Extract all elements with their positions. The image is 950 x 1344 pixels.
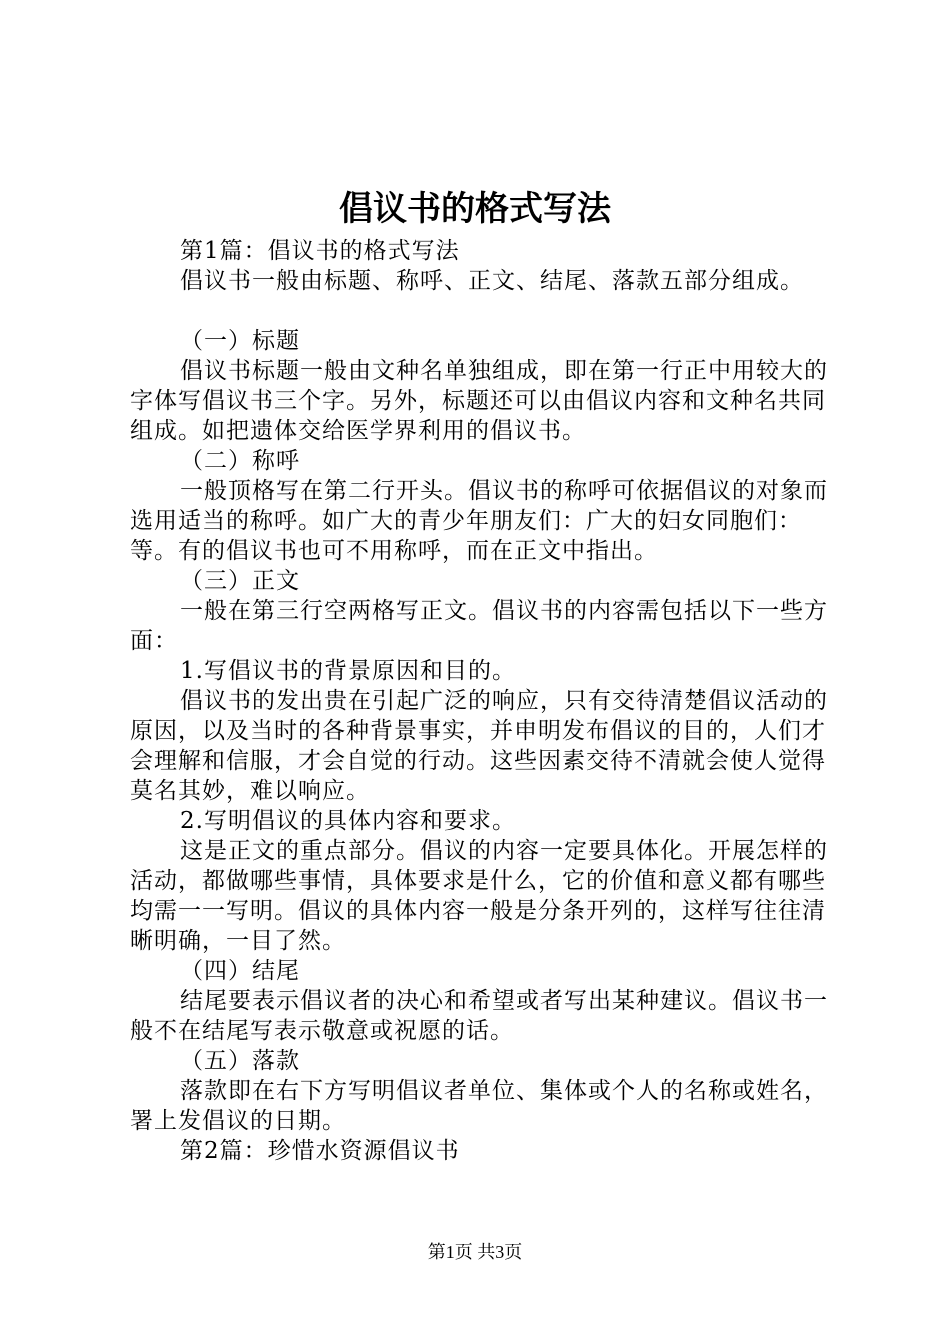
subsection-heading: （五）落款: [180, 1048, 300, 1074]
subsection-heading: （一）标题: [180, 328, 300, 354]
page-footer: 第1页 共3页: [427, 1242, 523, 1262]
paragraph: 倡议书标题一般由文种名单独组成，即在第一行正中用较大的字体写倡议书三个字。另外，标题还可以由倡议内容和文种名共同组成。如把遗体交给医学界利用的倡议书。: [130, 358, 828, 444]
paragraph: 这是正文的重点部分。倡议的内容一定要具体化。开展怎样的活动，都做哪些事情，具体要求是什么，它的价值和意义都有哪些均需一一写明。倡议的具体内容一般是分条开列的，这样写往往清晰明确，一目了然。: [130, 838, 828, 954]
document-title: 倡议书的格式写法: [339, 189, 611, 229]
section-heading: 第1篇：倡议书的格式写法: [180, 238, 460, 264]
paragraph: 一般在第三行空两格写正文。倡议书的内容需包括以下一些方面：: [130, 598, 828, 654]
subsection-heading: （四）结尾: [180, 958, 300, 984]
section-heading: 第2篇：珍惜水资源倡议书: [180, 1138, 460, 1164]
paragraph: 落款即在右下方写明倡议者单位、集体或个人的名称或姓名，署上发倡议的日期。: [130, 1078, 828, 1134]
list-item: 2.写明倡议的具体内容和要求。: [180, 808, 516, 834]
paragraph: 倡议书的发出贵在引起广泛的响应，只有交待清楚倡议活动的原因，以及当时的各种背景事实，并申明发布倡议的目的，人们才会理解和信服，才会自觉的行动。这些因素交待不清就会使人觉得莫名其妙，难以响应。: [130, 688, 828, 804]
paragraph: 倡议书一般由标题、称呼、正文、结尾、落款五部分组成。: [180, 268, 804, 294]
document-body: [130, 236, 842, 1166]
paragraph: 一般顶格写在第二行开头。倡议书的称呼可依据倡议的对象而选用适当的称呼。如广大的青少年朋友们：广大的妇女同胞们：等。有的倡议书也可不用称呼，而在正文中指出。: [130, 478, 828, 564]
subsection-heading: （二）称呼: [180, 448, 300, 474]
blank-line: [130, 296, 842, 326]
paragraph: 结尾要表示倡议者的决心和希望或者写出某种建议。倡议书一般不在结尾写表示敬意或祝愿的话。: [130, 988, 828, 1044]
list-item: 1.写倡议书的背景原因和目的。: [180, 658, 516, 684]
subsection-heading: （三）正文: [180, 568, 300, 594]
